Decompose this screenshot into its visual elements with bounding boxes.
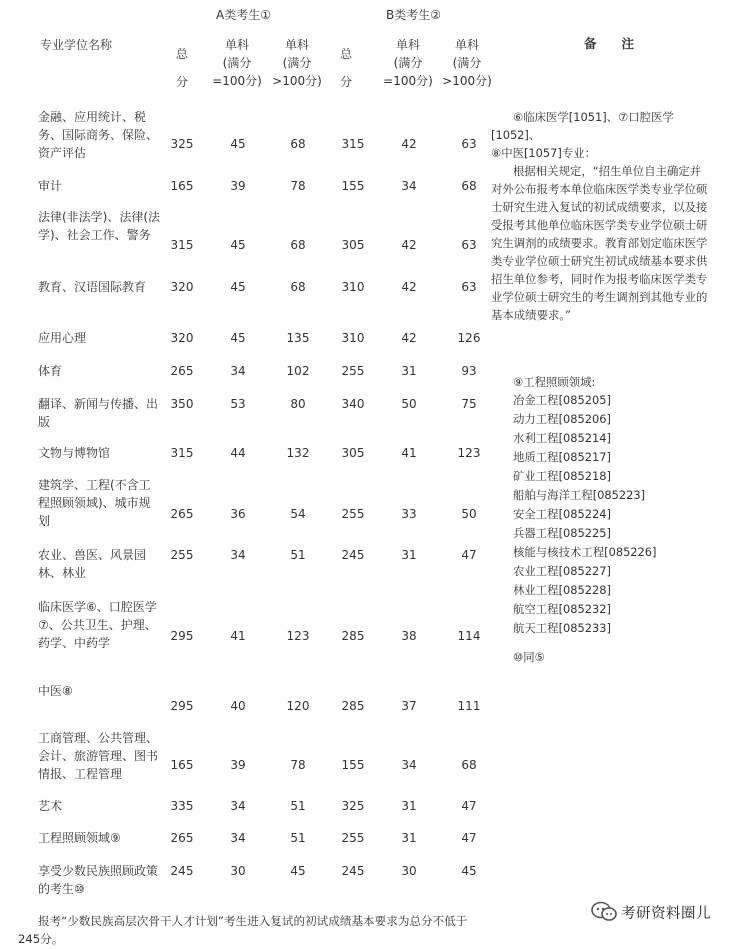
a-total: 165 <box>170 758 194 772</box>
note-same: ⑩同⑤ <box>513 650 545 664</box>
a-single-low: 39 <box>230 179 246 193</box>
b-total: 155 <box>341 179 365 193</box>
footer-note-line-2: 245分。 <box>18 932 64 946</box>
major-name: 法律(非法学)、法律(法学)、社会工作、警务 <box>38 210 161 242</box>
major-name: 金融、应用统计、税务、国际商务、保险、资产评估 <box>38 110 159 160</box>
b-single-high: 63 <box>461 137 477 151</box>
watermark <box>591 898 739 926</box>
note-line: 类专业学位硕士研究生初试成绩基本要求供 <box>491 254 708 268</box>
major-name: 艺术 <box>38 799 63 813</box>
major-name: 文物与博物馆 <box>38 446 111 460</box>
a-total: 335 <box>170 799 194 813</box>
a-single-low: 30 <box>230 864 246 878</box>
a-single-high-line-2: (满分 <box>282 56 312 70</box>
b-single-high: 68 <box>461 758 477 772</box>
a-total: 245 <box>170 864 194 878</box>
a-single-high: 51 <box>290 799 306 813</box>
note-line: 招生单位参考，同时作为报考临床医学类专 <box>491 272 708 286</box>
b-total: 285 <box>341 629 365 643</box>
b-total-header <box>332 45 360 91</box>
engineering-field: 兵器工程[085225] <box>513 526 611 540</box>
engineering-field: 动力工程[085206] <box>513 412 611 426</box>
b-single-low: 31 <box>401 548 417 562</box>
note-line: 士研究生进入复试的初试成绩要求，以及接 <box>491 200 708 214</box>
a-single-high: 132 <box>286 446 310 460</box>
note-line: [1052]、 <box>491 128 541 142</box>
a-total: 165 <box>170 179 194 193</box>
b-single-high: 47 <box>461 548 477 562</box>
b-total: 255 <box>341 831 365 845</box>
a-single-low: 44 <box>230 446 246 460</box>
b-single-low: 33 <box>401 507 417 521</box>
note-line: 究生调剂的成绩要求。教育部划定临床医学 <box>491 236 708 250</box>
major-name: 工程照顾领域⑨ <box>38 831 121 845</box>
a-single-high: 123 <box>286 629 310 643</box>
a-total-line-2: 分 <box>175 75 188 89</box>
b-total: 315 <box>341 137 365 151</box>
b-single-low: 42 <box>401 280 417 294</box>
b-total: 325 <box>341 799 365 813</box>
b-total: 310 <box>341 280 365 294</box>
b-total: 305 <box>341 238 365 252</box>
b-single-high: 63 <box>461 280 477 294</box>
a-single-high: 45 <box>290 864 306 878</box>
a-single-low: 41 <box>230 629 246 643</box>
engineering-field: 安全工程[085224] <box>513 507 611 521</box>
a-single-low: 45 <box>230 238 246 252</box>
b-single-low: 42 <box>401 331 417 345</box>
b-single-low: 41 <box>401 446 417 460</box>
major-name: 教育、汉语国际教育 <box>38 280 147 294</box>
b-single-low: 38 <box>401 629 417 643</box>
b-total: 305 <box>341 446 365 460</box>
b-total: 255 <box>341 364 365 378</box>
a-total: 295 <box>170 699 194 713</box>
b-single-low: 42 <box>401 238 417 252</box>
a-single-high: 102 <box>286 364 310 378</box>
note-line: 基本成绩要求。” <box>491 308 571 322</box>
b-single-low: 34 <box>401 179 417 193</box>
footer-note-line-1: 报考“少数民族高层次骨干人才计划”考生进入复试的初试成绩基本要求为总分不低于 <box>38 914 468 928</box>
b-single-low: 42 <box>401 137 417 151</box>
b-total: 340 <box>341 397 365 411</box>
a-single-high: 68 <box>290 280 306 294</box>
b-single-high: 114 <box>457 629 481 643</box>
b-single-high-line-2: (满分 <box>452 56 482 70</box>
a-single-low: 40 <box>230 699 246 713</box>
a-single-high: 80 <box>290 397 306 411</box>
a-single-high: 68 <box>290 137 306 151</box>
a-single-low: 36 <box>230 507 246 521</box>
a-single-high: 78 <box>290 758 306 772</box>
b-single-high: 75 <box>461 397 477 411</box>
engineering-field: 林业工程[085228] <box>513 583 611 597</box>
major-name: 临床医学⑥、口腔医学⑦、公共卫生、护理、药学、中药学 <box>38 600 157 650</box>
major-name: 体育 <box>38 364 63 378</box>
a-single-high: 68 <box>290 238 306 252</box>
group-a-header: A类考生① <box>216 8 271 22</box>
b-single-low: 30 <box>401 864 417 878</box>
b-single-high: 93 <box>461 364 477 378</box>
a-single-low: 34 <box>230 364 246 378</box>
b-single-low-line-3: =100分) <box>383 74 433 88</box>
b-single-high: 123 <box>457 446 481 460</box>
b-single-low-line-1: 单科 <box>395 38 420 52</box>
b-single-low: 31 <box>401 831 417 845</box>
a-single-high: 135 <box>286 331 310 345</box>
b-total: 255 <box>341 507 365 521</box>
a-single-high-line-1: 单科 <box>284 38 309 52</box>
a-total: 265 <box>170 831 194 845</box>
engineering-fields-title: ⑨工程照顾领域: <box>513 375 596 389</box>
group-b-header: B类考生② <box>386 8 441 22</box>
a-single-low: 53 <box>230 397 246 411</box>
b-single-low-line-2: (满分 <box>393 56 423 70</box>
b-single-high-line-3: >100分) <box>442 74 492 88</box>
a-single-low: 45 <box>230 331 246 345</box>
a-single-low-line-2: (满分 <box>222 56 252 70</box>
a-single-low-line-3: =100分) <box>212 74 262 88</box>
note-line: ⑧中医[1057]专业： <box>491 146 597 160</box>
a-total: 320 <box>170 280 194 294</box>
b-single-high: 47 <box>461 799 477 813</box>
a-single-low-header <box>205 36 269 90</box>
b-single-high: 45 <box>461 864 477 878</box>
major-column-header: 专业学位名称 <box>40 38 113 52</box>
b-total-line-1: 总 <box>339 47 352 61</box>
a-single-high: 51 <box>290 831 306 845</box>
a-total: 265 <box>170 507 194 521</box>
a-total: 315 <box>170 446 194 460</box>
a-single-low: 34 <box>230 799 246 813</box>
major-name: 翻译、新闻与传播、出版 <box>38 397 159 429</box>
a-total: 315 <box>170 238 194 252</box>
b-single-high: 68 <box>461 179 477 193</box>
b-single-low-header <box>376 36 440 90</box>
engineering-field: 航空工程[085232] <box>513 602 611 616</box>
b-single-high: 63 <box>461 238 477 252</box>
watermark-text: 考研资料圈儿 <box>621 905 711 922</box>
b-single-high-header <box>432 36 502 90</box>
remarks-header: 备 注 <box>584 36 635 51</box>
chat-bubble-icon <box>591 901 617 923</box>
a-single-high: 54 <box>290 507 306 521</box>
engineering-field: 航天工程[085233] <box>513 621 611 635</box>
a-total: 255 <box>170 548 194 562</box>
engineering-field: 矿业工程[085218] <box>513 469 611 483</box>
a-total: 265 <box>170 364 194 378</box>
note-line: 业学位硕士研究生的考生调剂到其他专业的 <box>491 290 708 304</box>
b-single-high-line-1: 单科 <box>454 38 479 52</box>
b-single-high: 111 <box>457 699 481 713</box>
engineering-field: 核能与核技术工程[085226] <box>513 545 657 559</box>
major-name: 建筑学、工程(不含工程照顾领域)、城市规划 <box>38 478 151 528</box>
b-single-low: 50 <box>401 397 417 411</box>
a-single-low: 34 <box>230 831 246 845</box>
a-single-high-line-3: >100分) <box>272 74 322 88</box>
a-total-line-1: 总 <box>175 47 188 61</box>
b-total: 310 <box>341 331 365 345</box>
engineering-field: 冶金工程[085205] <box>513 393 611 407</box>
a-total: 320 <box>170 331 194 345</box>
b-total: 245 <box>341 864 365 878</box>
a-single-low: 45 <box>230 280 246 294</box>
a-single-low: 39 <box>230 758 246 772</box>
b-total-line-2: 分 <box>339 75 352 89</box>
b-single-low: 37 <box>401 699 417 713</box>
a-single-high-header <box>262 36 332 90</box>
a-total: 350 <box>170 397 194 411</box>
engineering-field: 地质工程[085217] <box>513 450 611 464</box>
b-single-low: 34 <box>401 758 417 772</box>
a-total-header <box>168 45 196 91</box>
major-name: 应用心理 <box>38 331 87 345</box>
a-single-high: 51 <box>290 548 306 562</box>
major-name: 审计 <box>38 179 63 193</box>
note-line: 受报考其他单位临床医学类专业学位硕士研 <box>491 218 708 232</box>
engineering-field: 船舶与海洋工程[085223] <box>513 488 646 502</box>
major-name: 中医⑧ <box>38 684 73 698</box>
a-single-high: 120 <box>286 699 310 713</box>
b-total: 155 <box>341 758 365 772</box>
b-single-high: 50 <box>461 507 477 521</box>
major-name: 享受少数民族照顾政策的考生⑩ <box>38 864 159 896</box>
b-single-high: 126 <box>457 331 481 345</box>
a-single-low-line-1: 单科 <box>224 38 249 52</box>
a-single-low: 45 <box>230 137 246 151</box>
a-total: 325 <box>170 137 194 151</box>
a-single-low: 34 <box>230 548 246 562</box>
engineering-field: 农业工程[085227] <box>513 564 611 578</box>
a-total: 295 <box>170 629 194 643</box>
major-name: 工商管理、公共管理、会计、旅游管理、图书情报、工程管理 <box>38 731 159 781</box>
note-line: 对外公布报考本单位临床医学类专业学位硕 <box>491 182 708 196</box>
b-single-low: 31 <box>401 799 417 813</box>
b-single-high: 47 <box>461 831 477 845</box>
major-name: 农业、兽医、风景园林、林业 <box>38 548 147 580</box>
note-line: ⑥临床医学[1051]、⑦口腔医学 <box>513 110 674 124</box>
b-total: 285 <box>341 699 365 713</box>
b-single-low: 31 <box>401 364 417 378</box>
a-single-high: 78 <box>290 179 306 193</box>
engineering-field: 水利工程[085214] <box>513 431 611 445</box>
b-total: 245 <box>341 548 365 562</box>
note-line: 根据相关规定，“招生单位自主确定并 <box>513 164 702 178</box>
